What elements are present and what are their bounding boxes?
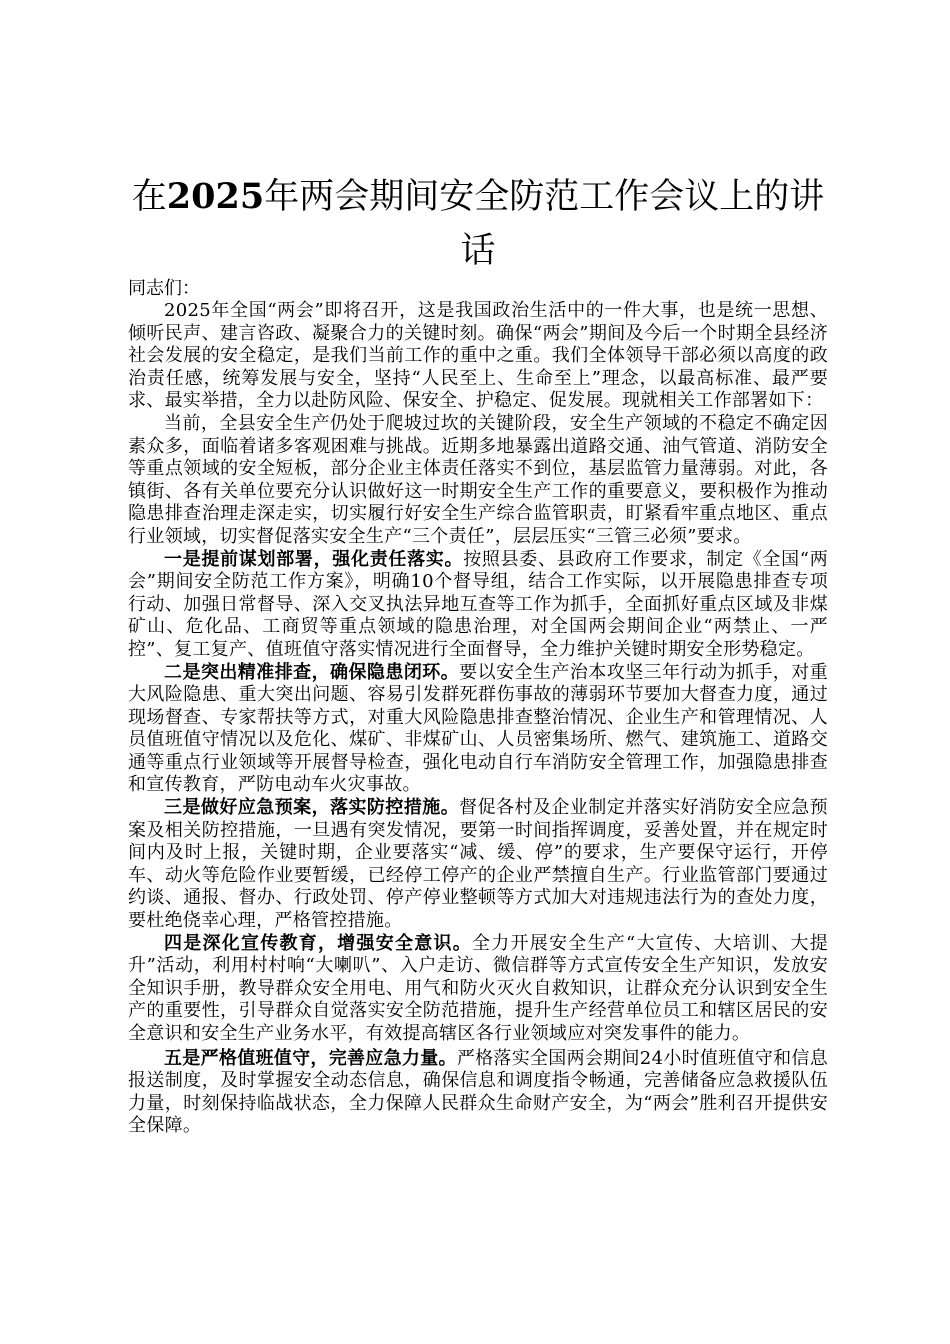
- paragraph-text: 督促各村及企业制定并落实好消防安全应急预案及相关防控措施，一旦遇有突发情况，要第一时间指挥调度，妥善处置，并在规定时间内及时上报，关键时期，企业要落实“减、缓、停”的要求，生产要保守运行，开停车、动火等危险作业要暂缓，已经停工停产的企业严禁擅自生产。行业监管部门要通过约谈、通报、督办、行政处罚、停产停业整顿等方式加大对违规违法行为的查处力度，要杜绝侥幸心理，严格管控措施。: [128, 797, 828, 932]
- paragraph-point-5: [128, 1048, 828, 1138]
- document-page: [128, 170, 828, 1138]
- paragraph-text: 按照县委、县政府工作要求，制定《全国“两会”期间安全防范工作方案》，明确10个督导组，结合工作实际，以开展隐患排查专项行动、加强日常督导、深入交叉执法异地互查等工作为抓手，全面抓好重点区域及非煤矿山、危化品、工商贸等重点领域的隐患治理，对全国两会期间企业“两禁止、一严控”、复工复产、值班值守落实情况进行全面督导，全力维护关键时期安全形势稳定。: [128, 548, 828, 660]
- paragraph-text: 全力开展安全生产“大宣传、大培训、大提升”活动，利用村村响“大喇叭”、入户走访、微信群等方式宣传安全生产知识，发放安全知识手册，教导群众安全用电、用气和防火灭火自救知识，让群众充分认识到安全生产的重要性，引导群众自觉落实安全防范措施，提升生产经营单位员工和辖区居民的安全意识和安全生产业务水平，有效提高辖区各行业领域应对突发事件的能力。: [128, 932, 828, 1044]
- title-year: 2025: [166, 176, 265, 217]
- paragraph-point-3: [128, 797, 828, 933]
- document-title: [128, 170, 828, 278]
- paragraph-intro: [128, 300, 828, 413]
- paragraph-point-1: [128, 549, 828, 662]
- paragraph-lead: 二是突出精准排查，确保隐患闭环。: [164, 661, 460, 683]
- paragraph-text: 严格落实全国两会期间24小时值班值守和信息报送制度，及时掌握安全动态信息，确保信息和调度指令畅通，完善储备应急救援队伍力量，时刻保持临战状态，全力保障人民群众生命财产安全，为“两会”胜利召开提供安全保障。: [128, 1047, 829, 1137]
- paragraph-lead: 三是做好应急预案，落实防控措施。: [164, 797, 460, 819]
- paragraph-text: 当前，全县安全生产仍处于爬坡过坎的关键阶段，安全生产领域的不稳定不确定因素众多，面临着诸多客观困难与挑战。近期多地暴露出道路交通、油气管道、消防安全等重点领域的安全短板，部分企业主体责任落实不到位，基层监管力量薄弱。对此，各镇街、各有关单位要充分认识做好这一时期安全生产工作的重要意义，要积极作为推动隐患排查治理走深走实，切实履行好安全生产综合监管职责，盯紧看牢重点地区、重点行业领域，切实督促落实安全生产“三个责任”，层层压实“三管三必须”要求。: [128, 412, 828, 547]
- title-prefix: 在: [131, 177, 167, 217]
- paragraph-situation: [128, 413, 828, 549]
- title-suffix: 年两会期间安全防范工作会议上的讲话: [264, 177, 825, 271]
- paragraph-lead: 四是深化宣传教育，增强安全意识。: [164, 932, 472, 954]
- paragraph-lead: 一是提前谋划部署，强化责任落实。: [164, 548, 464, 570]
- salutation: 同志们：: [128, 278, 200, 299]
- paragraph-text: 2025年全国“两会”即将召开，这是我国政治生活中的一件大事，也是统一思想、倾听民声、建言咨政、凝聚合力的关键时刻。确保“两会”期间及今后一个时期全县经济社会发展的安全稳定，是我们当前工作的重中之重。我们全体领导干部必须以高度的政治责任感，统筹发展与安全，坚持“人民至上、生命至上”理念，以最高标准、最严要求、最实举措，全力以赴防风险、保安全、护稳定、促发展。现就相关工作部署如下：: [128, 300, 828, 412]
- paragraph-point-2: [128, 662, 828, 798]
- paragraph-text: 要以安全生产治本攻坚三年行动为抓手，对重大风险隐患、重大突出问题、容易引发群死群伤事故的薄弱环节要加大督查力度，通过现场督查、专家帮扶等方式，对重大风险隐患排查整治情况、企业生产和管理情况、人员值班值守情况以及危化、煤矿、非煤矿山、人员密集场所、燃气、建筑施工、道路交通等重点行业领域等开展督导检查，强化电动自行车消防安全管理工作，加强隐患排查和宣传教育，严防电动车火灾事故。: [128, 661, 828, 796]
- paragraph-lead: 五是严格值班值守，完善应急力量。: [164, 1047, 457, 1069]
- paragraph-point-4: [128, 933, 828, 1046]
